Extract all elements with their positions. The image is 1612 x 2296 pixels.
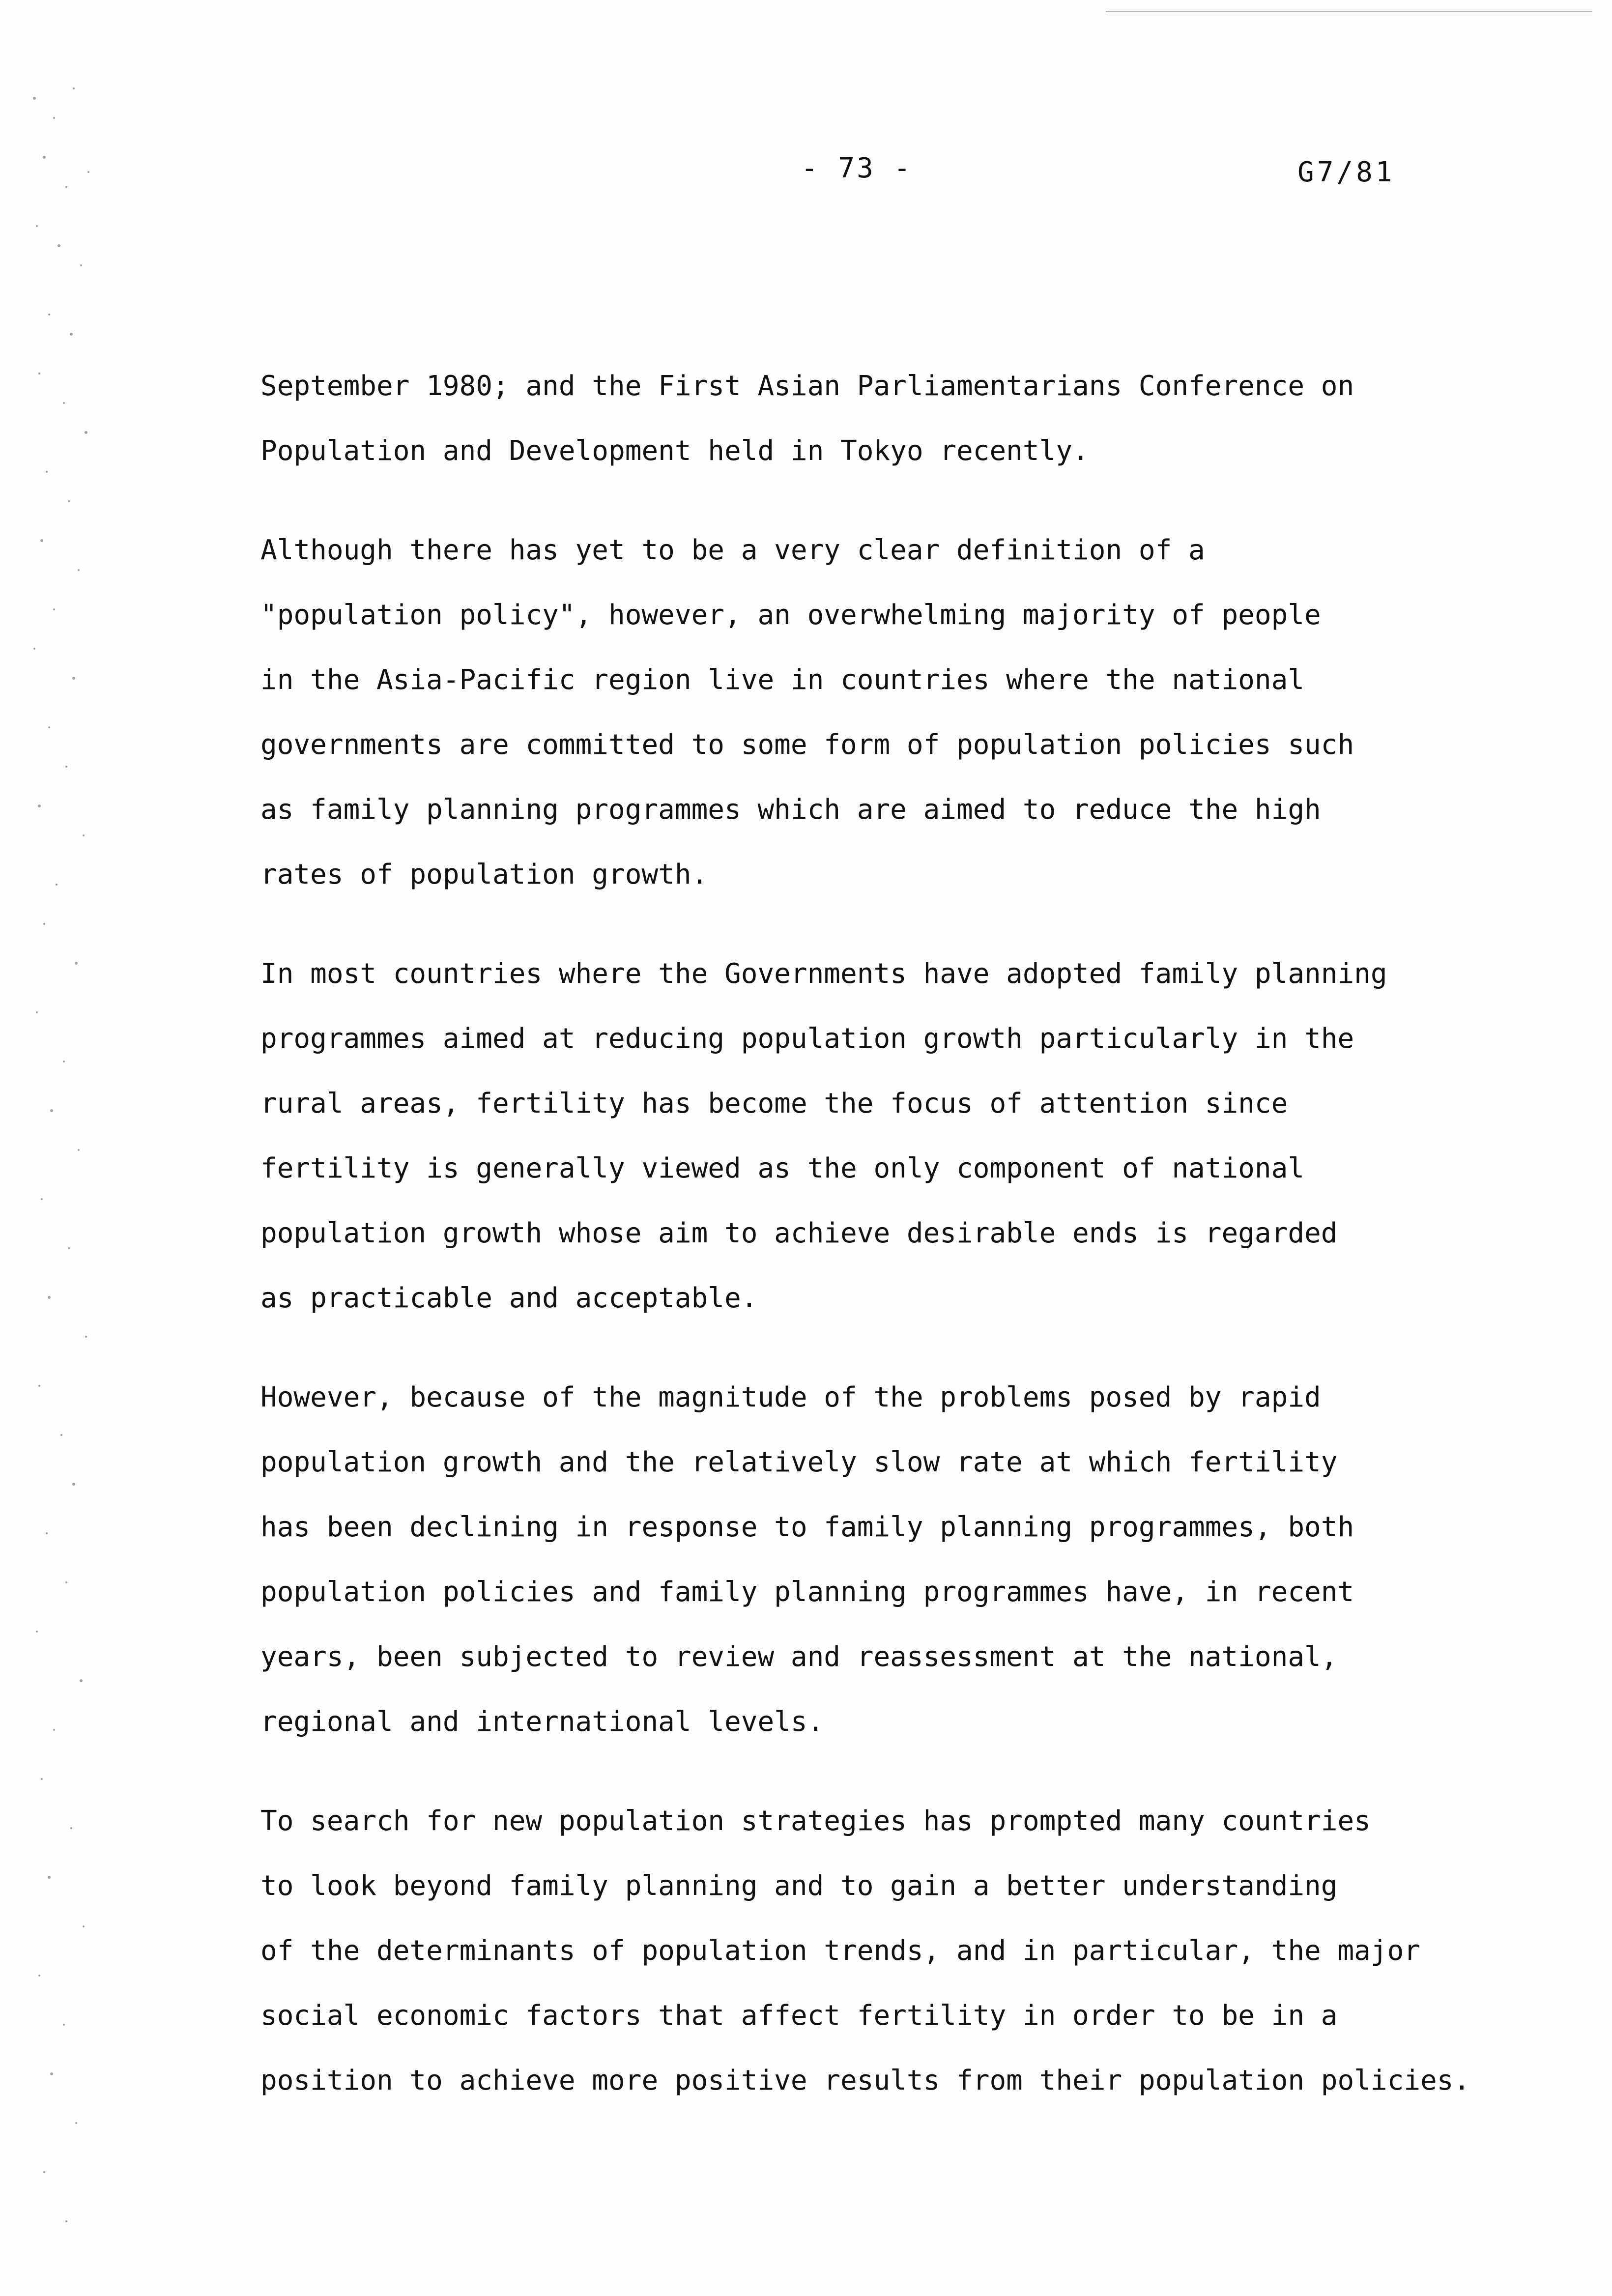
text-line: However, because of the magnitude of the problems posed by rapid [260, 1381, 1321, 1413]
scan-margin-speckle [20, 59, 118, 2270]
text-line: has been declining in response to family planning programmes, both [260, 1511, 1354, 1543]
paragraph [260, 518, 1450, 907]
text-line: position to achieve more positive results from their population policies. [260, 2065, 1470, 2096]
text-line: social economic factors that affect fertility in order to be in a [260, 2000, 1338, 2032]
page-number: - 73 - [801, 152, 913, 184]
text-line: population growth and the relatively slow rate at which fertility [260, 1446, 1338, 1478]
text-line: regional and international levels. [260, 1706, 824, 1738]
body-text [260, 354, 1470, 2148]
paragraph [260, 1365, 1450, 1754]
text-line: as practicable and acceptable. [260, 1282, 758, 1314]
text-line: of the determinants of population trends, and in particular, the major [260, 1935, 1421, 1967]
text-line: programmes aimed at reducing population growth particularly in the [260, 1023, 1354, 1055]
text-line: In most countries where the Governments have adopted family planning [260, 958, 1387, 990]
text-line: rural areas, fertility has become the focus of attention since [260, 1088, 1288, 1119]
paragraph [260, 354, 1450, 484]
document-code: G7/81 [1297, 156, 1395, 188]
text-line: years, been subjected to review and reassessment at the national, [260, 1641, 1338, 1673]
text-line: as family planning programmes which are aimed to reduce the high [260, 794, 1321, 826]
paragraph [260, 942, 1450, 1331]
text-line: to look beyond family planning and to gain a better understanding [260, 1870, 1338, 1902]
text-line: "population policy", however, an overwhelming majority of people [260, 599, 1321, 631]
text-line: fertility is generally viewed as the only component of national [260, 1152, 1305, 1184]
text-line: rates of population growth. [260, 859, 708, 890]
scan-top-rule [1106, 11, 1592, 12]
text-line: population growth whose aim to achieve desirable ends is regarded [260, 1217, 1338, 1249]
text-line: governments are committed to some form of population policies such [260, 729, 1354, 761]
text-line: in the Asia-Pacific region live in countries where the national [260, 664, 1305, 696]
text-line: Population and Development held in Tokyo recently. [260, 435, 1089, 467]
text-line: To search for new population strategies has prompted many countries [260, 1805, 1371, 1837]
paragraph [260, 1789, 1470, 2113]
text-line: population policies and family planning programmes have, in recent [260, 1576, 1354, 1608]
text-line: September 1980; and the First Asian Parliamentarians Conference on [260, 370, 1354, 402]
text-line: Although there has yet to be a very clear definition of a [260, 534, 1205, 566]
